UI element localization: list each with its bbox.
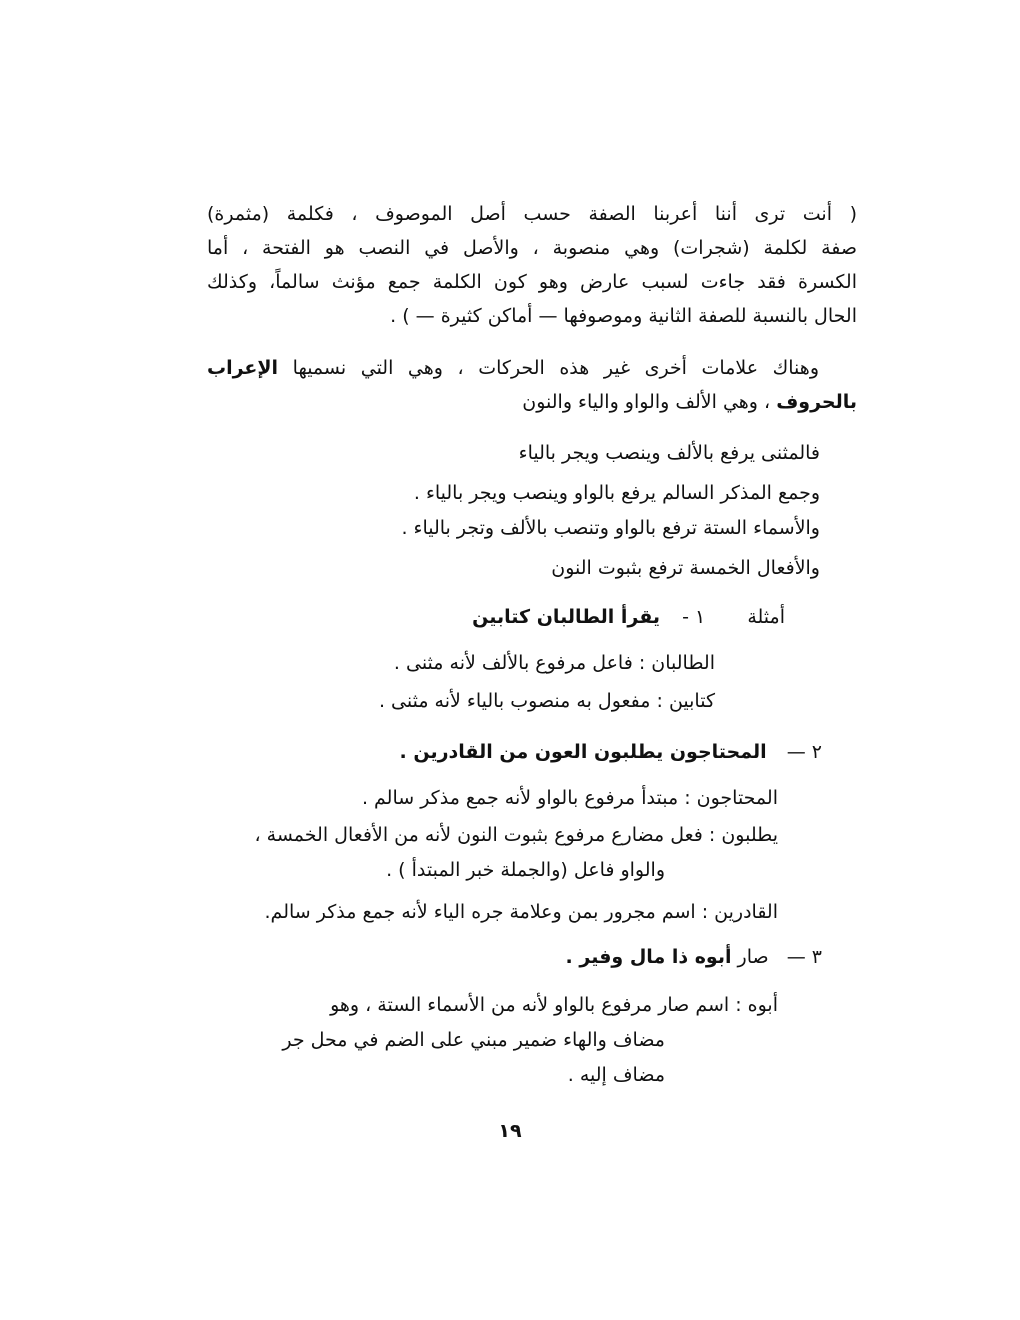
example-3-number: ٣ — bbox=[786, 946, 822, 968]
term-iraab: الإعراب bbox=[207, 357, 279, 379]
examples-heading: أمثلة bbox=[747, 606, 785, 628]
example-2-analysis-3: والواو فاعل (والجملة خبر المبتدأ ) . bbox=[386, 859, 665, 881]
example-1-number: ١ - bbox=[682, 606, 706, 628]
example-3-analysis-3: مضاف إليه . bbox=[567, 1064, 665, 1086]
rule-six-nouns: والأسماء الستة ترفع بالواو وتنصب بالألف وتجر بالياء . bbox=[401, 517, 820, 539]
example-1-analysis-2: كتابين : مفعول به منصوب بالياء لأنه مثنى . bbox=[378, 690, 715, 712]
example-3-row bbox=[566, 942, 822, 972]
example-2-number: ٢ — bbox=[786, 741, 822, 763]
example-2-sentence: المحتاجون يطلبون العون من القادرين . bbox=[399, 741, 767, 763]
examples-heading-row bbox=[472, 602, 785, 632]
paragraph-1-line-3: الكسرة فقد جاءت لسبب عارض وهو كون الكلمة جمع مؤنث سالماً، وكذلك bbox=[207, 271, 857, 293]
paragraph-2-line-2 bbox=[522, 387, 857, 417]
example-2-analysis-2: يطلبون : فعل مضارع مرفوع بثبوت النون لأنه من الأفعال الخمسة ، bbox=[254, 824, 778, 846]
example-2-analysis-1: المحتاجون : مبتدأ مرفوع بالواو لأنه جمع مذكر سالم . bbox=[361, 787, 778, 809]
example-3-analysis-2: مضاف والهاء ضمير مبني على الضم في محل جر bbox=[282, 1029, 665, 1051]
paragraph-1-line-1: ( أنت ترى أننا أعربنا الصفة حسب أصل الموصوف ، فكلمة (مثمرة) bbox=[207, 203, 857, 225]
paragraph-2-text-2: ، وهي الألف والواو والياء والنون bbox=[522, 391, 771, 413]
term-bil-huruf: بالحروف bbox=[776, 391, 857, 413]
example-1-sentence: يقرأ الطالبان كتابين bbox=[472, 606, 661, 628]
paragraph-2-line-1 bbox=[207, 353, 819, 383]
example-2-row bbox=[400, 737, 822, 767]
rule-masculine-plural: وجمع المذكر السالم يرفع بالواو وينصب ويجر بالياء . bbox=[413, 482, 820, 504]
paragraph-2-text: وهناك علامات أخرى غير هذه الحركات ، وهي التي نسميها bbox=[292, 357, 819, 379]
example-1-analysis-1: الطالبان : فاعل مرفوع بالألف لأنه مثنى . bbox=[393, 652, 715, 674]
example-3-verb: صار bbox=[737, 946, 769, 968]
example-2-analysis-4: القادرين : اسم مجرور بمن وعلامة جره الياء لأنه جمع مذكر سالم. bbox=[264, 901, 778, 923]
example-3-sentence: أبوه ذا مال وفير . bbox=[565, 946, 732, 968]
rule-five-verbs: والأفعال الخمسة ترفع بثبوت النون bbox=[551, 557, 820, 579]
paragraph-1-line-2: صفة لكلمة (شجرات) وهي منصوبة ، والأصل في النصب هو الفتحة ، أما bbox=[207, 237, 857, 259]
rule-dual: فالمثنى يرفع بالألف وينصب ويجر بالياء bbox=[518, 442, 820, 464]
page-number: ١٩ bbox=[498, 1120, 522, 1142]
example-3-analysis-1: أبوه : اسم صار مرفوع بالواو لأنه من الأسماء الستة ، وهو bbox=[330, 994, 778, 1016]
paragraph-1-line-4: الحال بالنسبة للصفة الثانية وموصوفها — أماكن كثيرة — ) . bbox=[390, 305, 857, 327]
